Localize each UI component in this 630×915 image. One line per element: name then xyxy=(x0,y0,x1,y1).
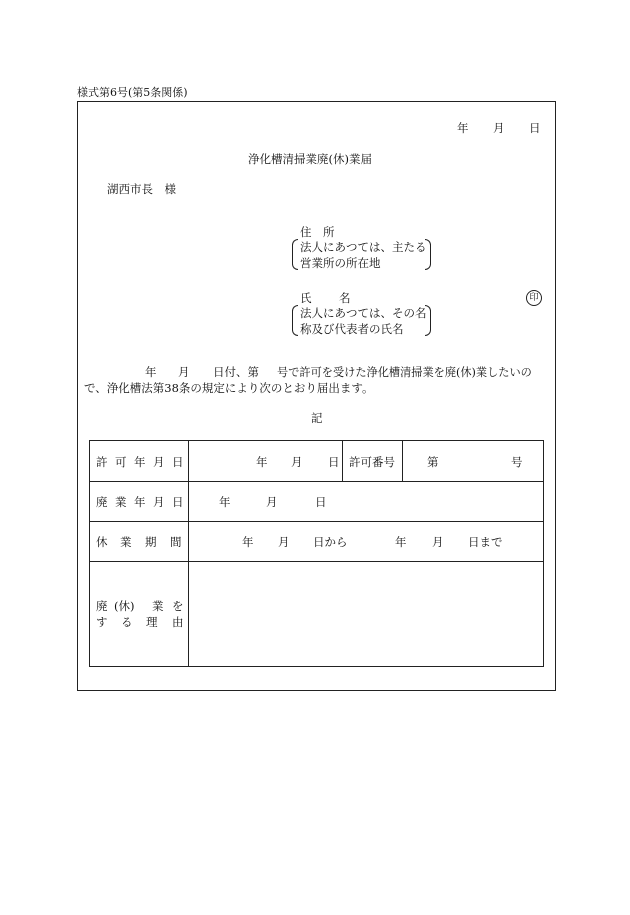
name-label-char-1: 氏 xyxy=(300,291,312,305)
row4-label-char: 理 xyxy=(146,615,158,629)
suspension-start-year: 年 xyxy=(242,535,254,549)
suspension-end-year: 年 xyxy=(395,535,407,549)
ki-heading: 記 xyxy=(311,411,323,425)
info-table xyxy=(89,440,544,667)
row3-label-char: 休 xyxy=(96,535,108,549)
name-bracket-left xyxy=(292,305,298,336)
date-month-label: 月 xyxy=(493,121,505,135)
address-note-line1: 法人にあつては、主たる xyxy=(300,240,427,254)
column-divider xyxy=(188,441,189,666)
row4-label-char: 廃 xyxy=(96,599,108,613)
permit-day-label: 日 xyxy=(328,455,340,469)
row3-label-char: 業 xyxy=(120,535,132,549)
row1-label-char: 可 xyxy=(115,455,127,469)
address-label-char-1: 住 xyxy=(300,225,312,239)
row2-label-char: 月 xyxy=(153,495,165,509)
row2-label-char: 業 xyxy=(115,495,127,509)
closure-year-label: 年 xyxy=(219,495,231,509)
body-text-line2: で、浄化槽法第38条の規定により次のとおり届出ます。 xyxy=(84,381,374,395)
column-divider xyxy=(342,441,343,481)
body-month: 月 xyxy=(178,365,190,379)
closure-day-label: 日 xyxy=(315,495,327,509)
body-text-line1: 号で許可を受けた浄化槽清掃業を廃(休)業したいの xyxy=(277,366,532,379)
address-note-line2: 営業所の所在地 xyxy=(300,256,381,270)
row3-label-char: 間 xyxy=(170,535,182,549)
date-year-label: 年 xyxy=(457,121,469,135)
body-day-ref: 日付、第 xyxy=(213,365,259,379)
suspension-until-label: 日まで xyxy=(468,535,503,549)
row1-label-char: 日 xyxy=(172,455,184,469)
addressee: 湖西市長 様 xyxy=(107,182,176,196)
row2-label-char: 日 xyxy=(172,495,184,509)
suspension-start-month: 月 xyxy=(278,535,290,549)
row1-label-char: 月 xyxy=(153,455,165,469)
column-divider xyxy=(402,441,403,481)
name-note-line2: 称及び代表者の氏名 xyxy=(300,322,404,336)
document-title: 浄化槽清掃業廃(休)業届 xyxy=(248,152,372,166)
row2-label-char: 年 xyxy=(134,495,146,509)
seal-mark: 印 xyxy=(526,290,542,306)
suspension-from-label: 日から xyxy=(313,535,348,549)
form-number-label: 様式第6号(第5条関係) xyxy=(77,86,188,99)
permit-month-label: 月 xyxy=(291,455,303,469)
row4-label-char: る xyxy=(121,615,133,629)
permit-number-label: 許可番号 xyxy=(349,455,395,469)
row-divider xyxy=(90,561,543,562)
name-note-line1: 法人にあつては、その名 xyxy=(300,306,427,320)
row4-label-char: を xyxy=(172,599,184,613)
date-day-label: 日 xyxy=(529,121,541,135)
permit-dai-label: 第 xyxy=(427,455,439,469)
row4-label-char: 由 xyxy=(172,615,184,629)
closure-month-label: 月 xyxy=(266,495,278,509)
address-label-char-2: 所 xyxy=(323,225,335,239)
row4-label-char: (休) xyxy=(114,599,135,613)
row-divider xyxy=(90,521,543,522)
row3-label-char: 期 xyxy=(145,535,157,549)
address-bracket-left xyxy=(292,239,298,270)
row4-label-char: 業 xyxy=(152,599,164,613)
row4-label-char: す xyxy=(96,615,108,629)
body-year: 年 xyxy=(145,365,157,379)
permit-year-label: 年 xyxy=(256,455,268,469)
row1-label-char: 許 xyxy=(96,455,108,469)
row1-label-char: 年 xyxy=(134,455,146,469)
suspension-end-month: 月 xyxy=(432,535,444,549)
row2-label-char: 廃 xyxy=(96,495,108,509)
row-divider xyxy=(90,481,543,482)
permit-go-label: 号 xyxy=(511,455,523,469)
name-label-char-2: 名 xyxy=(339,291,351,305)
